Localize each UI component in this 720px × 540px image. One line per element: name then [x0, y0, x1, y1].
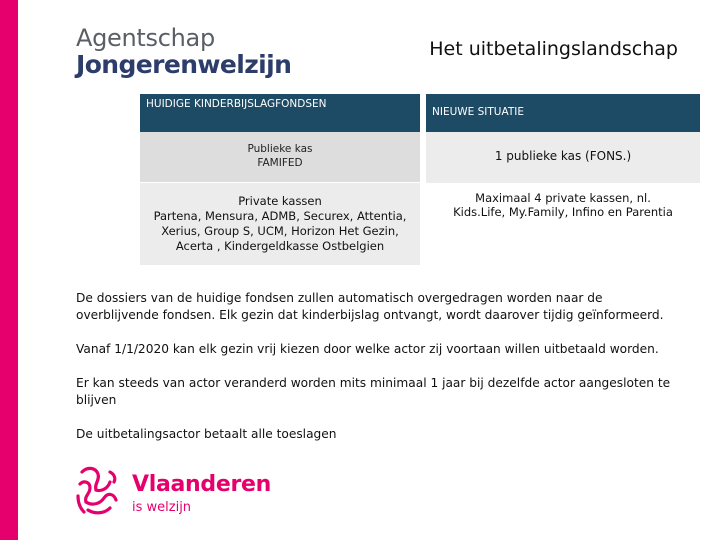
cell-current-public — [140, 132, 420, 183]
table-row — [140, 132, 700, 183]
table-header-row — [140, 94, 700, 132]
header-current: HUIDIGE KINDERBIJSLAGFONDSEN — [140, 94, 420, 132]
paragraph: Vanaf 1/1/2020 kan elk gezin vrij kiezen door welke actor zij voortaan willen uitbetaald worden. — [76, 342, 659, 356]
header-new: NIEUWE SITUATIE — [426, 94, 700, 132]
cell-line: Acerta , Kindergeldkasse Ostbelgien — [175, 238, 385, 253]
flemish-lion-icon — [74, 462, 124, 520]
cell-line: Private kassen — [238, 193, 322, 208]
cell-line: Kids.Life, My.Family, Infino en Parentia — [453, 205, 673, 220]
table-row — [140, 183, 700, 265]
body-text — [76, 290, 676, 460]
cell-new-private — [426, 183, 700, 265]
agentschap-logo — [76, 26, 291, 77]
vlaanderen-tagline: is welzijn — [132, 500, 192, 515]
vlaanderen-wordmark: Vlaanderen — [132, 472, 272, 497]
cell-new-public: 1 publieke kas (FONS.) — [426, 132, 700, 183]
logo-line-2: Jongerenwelzijn — [76, 50, 292, 79]
cell-line: FAMIFED — [257, 157, 303, 169]
paragraph: De uitbetalingsactor betaalt alle toeslagen — [76, 427, 337, 441]
cell-current-private — [140, 183, 420, 265]
accent-bar — [0, 0, 18, 540]
paragraph: De dossiers van de huidige fondsen zullen automatisch overgedragen worden naar de overblijvende fondsen. Elk gezin dat kinderbijslag ontvangt, wordt daarover tijdig geïnformeerd. — [76, 291, 664, 322]
vlaanderen-logo — [74, 462, 272, 524]
cell-line: Publieke kas — [247, 143, 313, 156]
logo-line-1: Agentschap — [76, 24, 215, 52]
comparison-table — [140, 94, 700, 265]
slide-title: Het uitbetalingslandschap — [429, 38, 678, 60]
cell-line: Xerius, Group S, UCM, Horizon Het Gezin, — [161, 223, 399, 238]
cell-line: Partena, Mensura, ADMB, Securex, Attentia, — [153, 208, 407, 223]
cell-line: Maximaal 4 private kassen, nl. — [475, 190, 651, 205]
paragraph: Er kan steeds van actor veranderd worden mits minimaal 1 jaar bij dezelfde actor aangesloten te blijven — [76, 376, 671, 407]
